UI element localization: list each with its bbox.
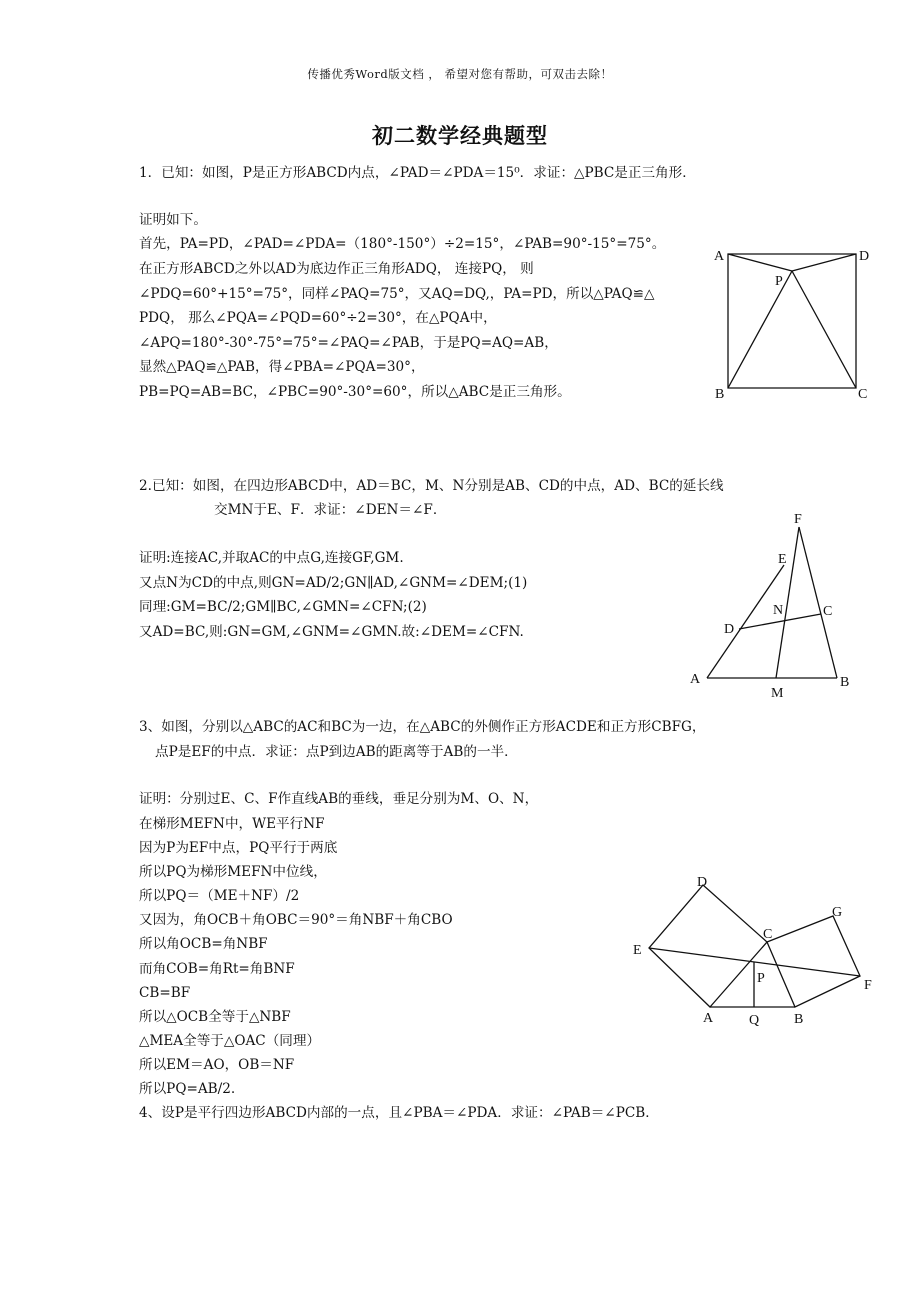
page-header-note: 传播优秀Word版文档 ， 希望对您有帮助，可双击去除！ <box>307 67 613 81</box>
segment-fb <box>799 527 837 678</box>
label-a: A <box>714 249 725 264</box>
problem1-proof-line: 显然△PAQ≌△PAB，得∠PBA=∠PQA=30°， <box>139 359 425 375</box>
label-g: G <box>832 905 843 920</box>
problem3-proof-line: 因为P为EF中点，PQ平行于两底 <box>139 840 338 856</box>
problem2-proof-line: 又AD=BC,则:GN=GM,∠GNM=∠GMN.故:∠DEM=∠CFN. <box>139 624 524 640</box>
label-c: C <box>763 927 773 942</box>
problem1-statement: 1．已知：如图，P是正方形ABCD内点，∠PAD＝∠PDA＝15⁰．求证：△PBC是正三角形． <box>139 165 696 181</box>
problem2-proof-line: 又点N为CD的中点,则GN=AD/2;GN∥AD,∠GNM=∠DEM;(1) <box>139 575 528 591</box>
problem1-proof-line: ∠APQ=180°-30°-75°=75°=∠PAQ=∠PAB，于是PQ=AQ=AB， <box>139 335 558 351</box>
label-e: E <box>633 943 642 958</box>
label-c: C <box>858 387 868 402</box>
label-f: F <box>794 512 802 527</box>
problem3-proof-line: 在梯形MEFN中，WE平行NF <box>139 816 325 832</box>
label-n: N <box>773 603 784 618</box>
page-title: 初二数学经典题型 <box>372 123 548 148</box>
problem1-proof-line: 首先，PA=PD，∠PAD=∠PDA=（180°-150°）÷2=15°，∠PAB=90°-15°=75°。 <box>139 236 666 252</box>
problem3-proof-line: 所以EM＝AO，OB＝NF <box>139 1057 295 1073</box>
label-a: A <box>690 672 701 687</box>
square-cbfg <box>767 916 860 1007</box>
problem3-proof-line: △MEA全等于△OAC（同理） <box>139 1033 321 1049</box>
label-d: D <box>697 875 708 890</box>
problem1-proof-line: 在正方形ABCD之外以AD为底边作正三角形ADQ， 连接PQ， 则 <box>139 261 534 277</box>
square-abcd <box>728 254 856 388</box>
two-squares-figure <box>628 868 878 1033</box>
label-p: P <box>775 274 783 289</box>
label-b: B <box>715 387 725 402</box>
problem3-proof-line: 所以△OCB全等于△NBF <box>139 1009 291 1025</box>
problem1-proof-line: PDQ， 那么∠PQA=∠PQD=60°÷2=30°，在△PQA中， <box>139 310 497 326</box>
label-f: F <box>864 978 872 993</box>
problem3-proof-line: 所以角OCB=角NBF <box>139 936 268 952</box>
problem3-proof-line: CB=BF <box>139 985 191 1001</box>
problem1-proof-line: 证明如下。 <box>139 212 207 228</box>
segment-ae <box>707 565 784 678</box>
problem3-proof-line: 证明：分别过E、C、F作直线AB的垂线，垂足分别为M、O、N， <box>139 791 539 807</box>
segment-dp <box>792 254 856 271</box>
label-b: B <box>794 1012 804 1027</box>
problem3-proof-line: 所以PQ为梯形MEFN中位线， <box>139 864 327 880</box>
segment-ap <box>728 254 792 271</box>
problem2-proof-line: 同理:GM=BC/2;GM∥BC,∠GMN=∠CFN;(2) <box>139 599 427 615</box>
problem3-proof-line: 所以PQ=AB/2. <box>139 1081 236 1097</box>
segment-cp <box>792 271 856 388</box>
problem2-proof-line: 证明:连接AC,并取AC的中点G,连接GF,GM. <box>139 550 404 566</box>
quadrilateral-abcd-figure <box>685 508 860 703</box>
label-a: A <box>703 1011 714 1026</box>
label-d: D <box>859 249 870 264</box>
label-m: M <box>771 686 784 701</box>
problem3-statement-line: 点P是EF的中点．求证：点P到边AB的距离等于AB的一半． <box>155 744 518 760</box>
problem3-proof-line: 又因为，角OCB＋角OBC＝90°＝角NBF＋角CBO <box>139 912 453 928</box>
problem2-statement-line: 2.已知：如图，在四边形ABCD中，AD＝BC，M、N分别是AB、CD的中点，AD、BC的延长线 <box>139 478 724 494</box>
problem1-proof-line: ∠PDQ=60°+15°=75°，同样∠PAQ=75°，又AQ=DQ,，PA=PD，所以△PAQ≌△ <box>139 286 655 302</box>
problem2-statement-line: 交MN于E、F．求证：∠DEN＝∠F． <box>214 502 447 518</box>
label-b: B <box>840 675 850 690</box>
square-abcd-figure <box>705 240 885 410</box>
problem3-statement-line: 3、如图，分别以△ABC的AC和BC为一边，在△ABC的外侧作正方形ACDE和正方形CBFG， <box>139 719 706 735</box>
square-acde <box>649 885 767 1007</box>
label-e: E <box>778 552 787 567</box>
problem3-proof-line: 所以PQ＝（ME＋NF）/2 <box>139 888 300 904</box>
label-c: C <box>823 604 833 619</box>
problem4-statement: 4、设P是平行四边形ABCD内部的一点，且∠PBA＝∠PDA．求证：∠PAB＝∠PCB． <box>139 1105 659 1121</box>
label-d: D <box>724 622 735 637</box>
problem3-proof-line: 而角COB=角Rt=角BNF <box>139 961 295 977</box>
label-q: Q <box>749 1013 760 1028</box>
problem1-proof-line: PB=PQ=AB=BC，∠PBC=90°-30°=60°，所以△ABC是正三角形。 <box>139 384 571 400</box>
label-p: P <box>757 971 765 986</box>
